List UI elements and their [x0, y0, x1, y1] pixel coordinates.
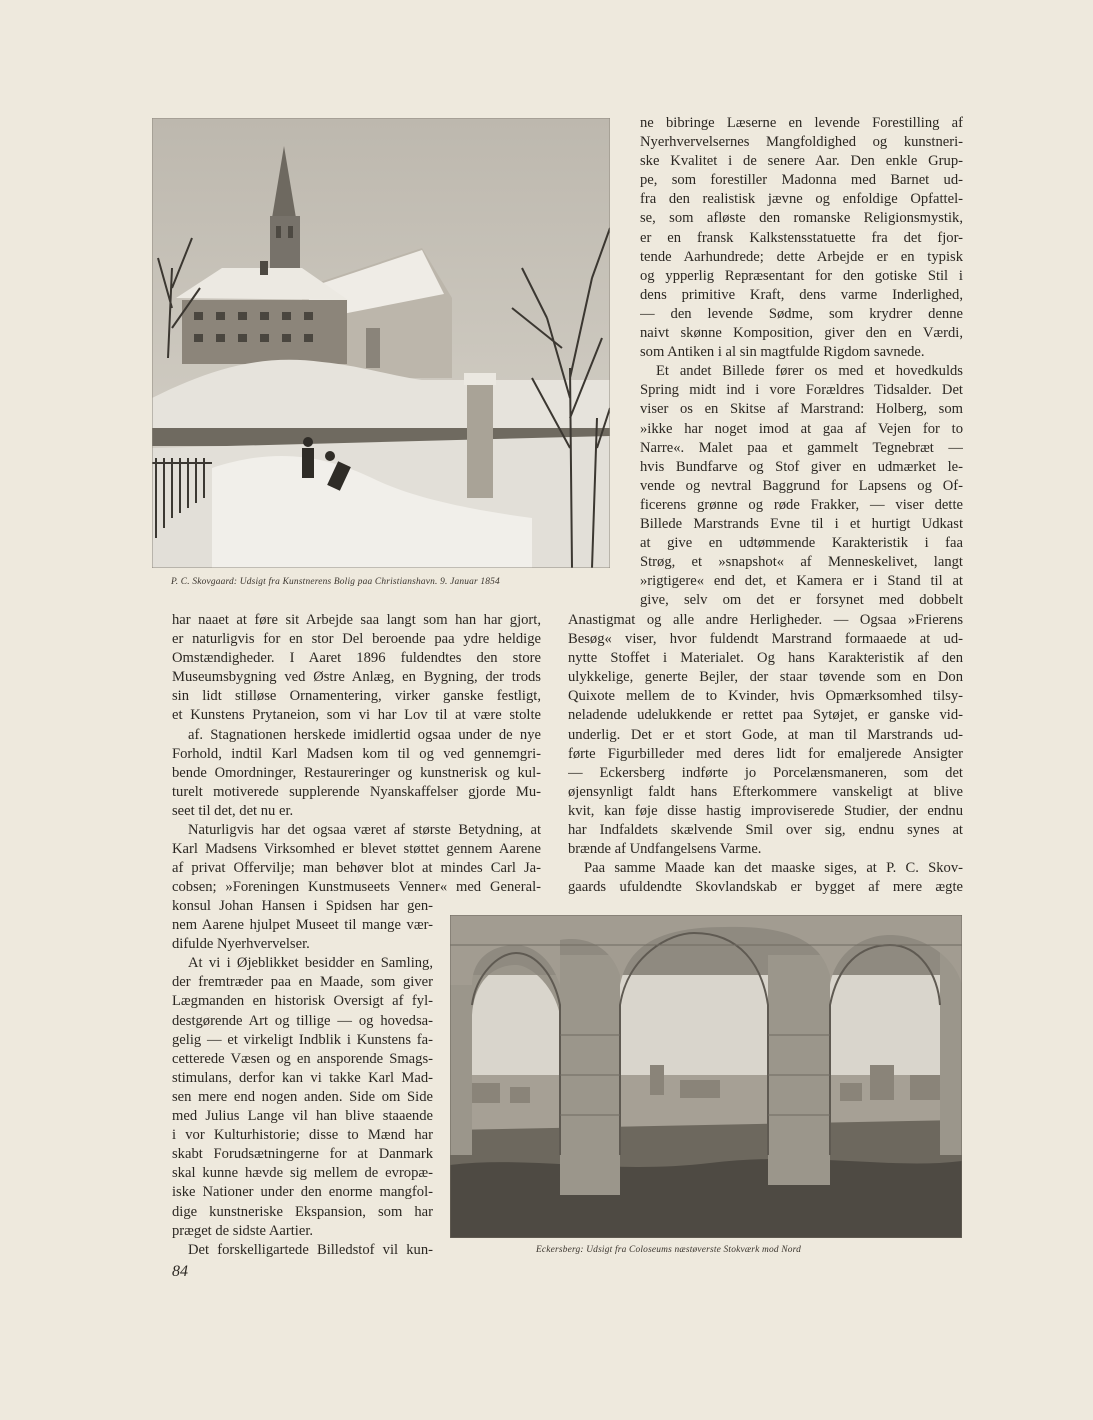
- text-line: Anastigmat og alle andre Herligheder. — Ogsaa »Frierens: [568, 612, 963, 628]
- text-line: førte Figurbilleder med deres lidt for emaljerede Ansigter: [568, 745, 963, 762]
- text-line: nem Aarene hjulpet Museet til mange vær-: [172, 917, 433, 934]
- text-line: Quixote mellem de to Kvinder, hvis Opmærksomhed tilsy-: [568, 688, 963, 705]
- text-line: der fremtræder paa en Maade, som giver: [172, 974, 433, 991]
- page-number: 84: [172, 1263, 188, 1280]
- text-line: nytte Stoffet i Materialet. Og hans Karakteristik af den: [568, 650, 963, 667]
- text-line: »ikke har noget imod at gaa af Vejen for to: [640, 420, 963, 437]
- text-line: se, som afløste den romanske Religionsmystik,: [640, 210, 963, 227]
- text-line: vende og nevtral Baggrund for Lapsens og Of-: [640, 477, 963, 494]
- text-line: Lægmanden en historisk Oversigt af fyl-: [172, 993, 433, 1010]
- right-column-bottom: [568, 611, 963, 897]
- text-line: Museumsbygning ved Østre Anlæg, en Bygning, der trods: [172, 669, 541, 686]
- text-line: cetterede Væsen og en ansporende Smags-: [172, 1050, 433, 1067]
- text-line: med Julius Lange vil han blive staaende: [172, 1108, 433, 1125]
- text-line: brænde af Undfangelsens Varme.: [568, 841, 762, 858]
- text-line: destgørende Art og tillige — og hovedsa-: [172, 1012, 433, 1029]
- text-line: Billede Marstrands Evne til i et hurtigt Udkast: [640, 515, 963, 532]
- text-line: Naturligvis har det ogsaa været af største Betydning, at: [188, 822, 541, 839]
- text-line: viser os en Skitse af Marstrand: Holberg, som: [640, 401, 963, 418]
- text-line: fra den realistisk jævne og enfoldige Opfattel-: [640, 191, 963, 208]
- text-line: difulde Nyerhvervelser.: [172, 936, 310, 953]
- text-line: Omstændigheder. I Aaret 1896 fuldendtes den store: [172, 650, 541, 667]
- text-line: Nyerhvervelsernes Mangfoldighed og kunstneri-: [640, 134, 963, 151]
- text-line: dige kunstneriske Ekspansion, som har: [172, 1203, 433, 1220]
- right-column-top: [640, 114, 963, 610]
- text-line: Narre«. Malet paa et gammelt Tegnebræt —: [640, 439, 963, 456]
- eckersberg-colosseum-painting: [450, 915, 962, 1238]
- text-line: af. Stagnationen herskede imidlertid ogsaa under de nye: [188, 726, 541, 743]
- text-line: ne bibringe Læserne en levende Forestilling af: [640, 115, 963, 131]
- text-line: skabt Forudsætningerne for at Danmark: [172, 1146, 433, 1163]
- figure-top-caption: P. C. Skovgaard: Udsigt fra Kunstnerens Bolig paa Christianshavn. 9. Januar 1854: [171, 577, 500, 587]
- text-line: Spring midt ind i vore Forældres Tidsalder. Det: [640, 382, 963, 399]
- text-line: naivt skønne Komposition, giver den en Værdi,: [640, 325, 963, 342]
- text-line: og ypperlig Repræsentant for den gotiske Stil i: [640, 267, 963, 284]
- text-line: Karl Madsens Virksomhed er blevet støttet gennem Aarene: [172, 841, 541, 858]
- text-line: er naturligvis for en stor Del beroende paa ydre heldige: [172, 631, 541, 648]
- text-line: konsul Johan Hansen i Spidsen har gen-: [172, 898, 433, 914]
- text-line: ske Kvalitet i de senere Aar. Den enkle Grup-: [640, 153, 963, 170]
- skovgaard-winter-painting: [152, 118, 610, 568]
- text-line: give, selv om det er forsynet med dobbelt: [640, 592, 963, 609]
- text-line: cobsen; »Foreningen Kunstmuseets Venner« med General-: [172, 879, 541, 896]
- text-line: har Indfaldets skælvende Smil over sig, endnu synes at: [568, 822, 963, 839]
- text-line: Et andet Billede fører os med et hovedkulds: [656, 363, 963, 380]
- text-line: bende Omordninger, Restaureringer og kunstnerisk og kul-: [172, 764, 541, 781]
- text-line: — den levende Sødme, som krydrer denne: [640, 305, 963, 322]
- text-line: gelig — et virkeligt Indblik i Kunstens fa-: [172, 1031, 433, 1048]
- text-line: iske Nationer under den enorme mangfol-: [172, 1184, 433, 1201]
- text-line: neladende udelukkende er rettet paa Sytøjet, er ganske vid-: [568, 707, 963, 724]
- text-line: stimulans, derfor kan vi takke Karl Mad-: [172, 1069, 433, 1086]
- text-line: Strøg, et »snapshot« af Menneskelivet, langt: [640, 554, 963, 571]
- text-line: ficerens grønne og røde Frakker, — viser dette: [640, 496, 963, 513]
- text-line: »rigtigere« end det, et Kamera er i Stand til at: [640, 573, 963, 590]
- text-line: dens primitive Kraft, dens varme Inderlighed,: [640, 286, 963, 303]
- text-line: tende Aarhundrede; dette Arbejde er en typisk: [640, 248, 963, 265]
- text-line: kvit, kan føje disse hastig improviserede Studier, der endnu: [568, 802, 963, 819]
- left-column-narrow: [172, 897, 433, 1260]
- text-line: turelt motiverede supplerende Nyanskaffelser gjorde Mu-: [172, 783, 541, 800]
- text-line: at give en udtømmende Karakteristik i faa: [640, 535, 963, 552]
- text-line: er en fransk Kalkstensstatuette fra det fjor-: [640, 229, 963, 246]
- winter-painting-church-icon: [152, 118, 610, 568]
- text-line: Forhold, indtil Karl Madsen kom til og ved gennemgri-: [172, 745, 541, 762]
- colosseum-arches-painting-icon: [450, 915, 962, 1238]
- text-line: At vi i Øjeblikket besidder en Samling,: [188, 955, 433, 972]
- text-line: øjensynligt faldt hans Efterkommere vanskeligt at blive: [568, 783, 963, 800]
- text-line: ulykkelige, generte Bejler, der staar tøvende som en Don: [568, 669, 963, 686]
- text-line: Besøg« viser, hvor fuldendt Marstrand formaaede at ud-: [568, 631, 963, 648]
- figure-bottom-caption: Eckersberg: Udsigt fra Coloseums næstøverste Stokværk mod Nord: [536, 1245, 802, 1255]
- text-line: af privat Offervilje; man behøver blot at mindes Carl Ja-: [172, 860, 541, 877]
- text-line: gaards ufuldendte Skovlandskab er bygget af mere ægte: [568, 879, 963, 896]
- text-line: underlig. Det er et stort Gode, at man til Marstrands ud-: [568, 726, 963, 743]
- text-line: har naaet at føre sit Arbejde saa langt som han har gjort,: [172, 612, 541, 628]
- text-line: præget de sidste Aartier.: [172, 1222, 314, 1239]
- text-line: seet til det, det nu er.: [172, 802, 294, 819]
- text-line: Det forskelligartede Billedstof vil kun-: [188, 1241, 433, 1258]
- text-line: pe, som forestiller Madonna med Barnet ud-: [640, 172, 963, 189]
- text-line: som Antiken i al sin magtfulde Rigdom savnede.: [640, 344, 925, 361]
- text-line: — Eckersberg indførte jo Porcelænsmaneren, som det: [568, 764, 963, 781]
- text-line: sin lidt stilløse Ornamentering, virker ganske festligt,: [172, 688, 541, 705]
- text-line: et Kunstens Prytaneion, som vi har Lov til at være stolte: [172, 707, 541, 724]
- text-line: hvis Bundfarve og Stof giver en udmærket le-: [640, 458, 963, 475]
- text-line: sen mere end nogen anden. Side om Side: [172, 1088, 433, 1105]
- text-line: Paa samme Maade kan det maaske siges, at P. C. Skov-: [584, 860, 963, 877]
- text-line: i vor Kulturhistorie; disse to Mænd har: [172, 1127, 433, 1144]
- text-line: skal kunne hævde sig mellem de evropæ-: [172, 1165, 433, 1182]
- left-column-wide: [172, 611, 541, 897]
